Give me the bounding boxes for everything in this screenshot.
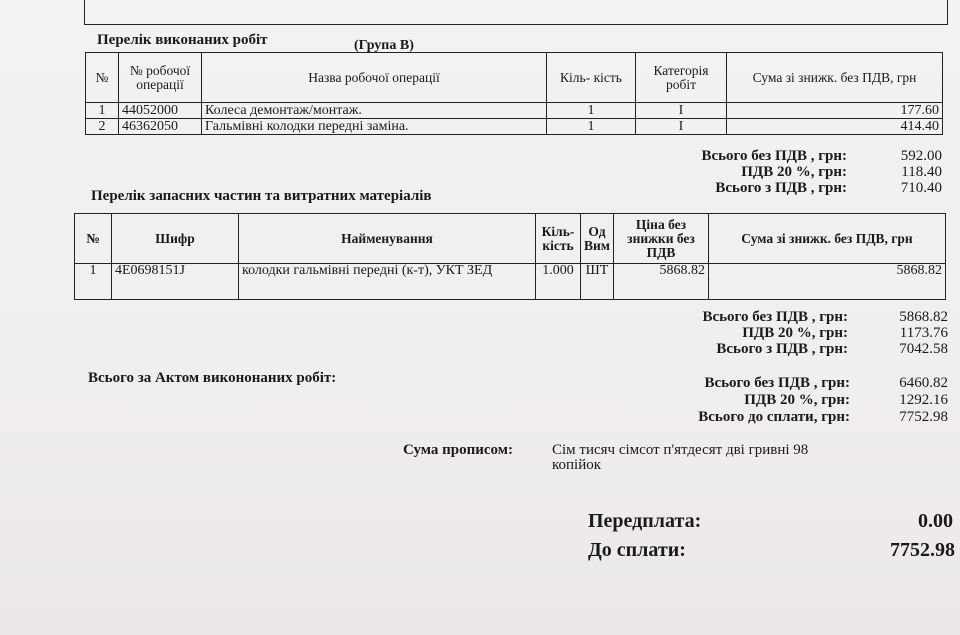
works-table [85,52,943,135]
prepay-label: Передплата: [588,510,702,532]
due-value: 7752.98 [890,539,955,561]
total-label: Всього без ПДВ , грн: [702,309,848,325]
works-totals [560,148,942,196]
parts-totals [560,309,948,357]
table-row [86,103,943,119]
total-vat-value: 710.40 [900,180,942,196]
row-price: 5868.82 [614,264,709,300]
total-label: Всього без ПДВ , грн: [704,375,850,391]
row-code: 46362050 [119,119,202,135]
vat-value: 1173.76 [899,325,948,341]
row-code: 44052000 [119,103,202,119]
total-vat-label: Всього з ПДВ , грн: [716,341,848,357]
row-qty: 1 [547,103,636,119]
col-op-code: № робочої операції [119,53,202,103]
words-label: Сума прописом: [403,442,513,458]
row-sum: 5868.82 [709,264,946,300]
due-label: До сплати: [588,539,686,561]
total-value: 5868.82 [899,309,948,325]
col-qty: Кіль- кість [536,214,581,264]
row-sum: 414.40 [727,119,943,135]
table-row [86,119,943,135]
row-qty: 1.000 [536,264,581,300]
vat-label: ПДВ 20 %, грн: [744,392,850,408]
row-cat: I [636,103,727,119]
col-num: № [75,214,112,264]
row-qty: 1 [547,119,636,135]
parts-title: Перелік запасних частин та витратних матеріалів [91,188,432,204]
parts-header-row [75,214,946,264]
vat-label: ПДВ 20 %, грн: [742,325,848,341]
words-line2: копійок [552,457,602,473]
parts-table [74,213,946,300]
col-qty: Кіль- кість [547,53,636,103]
works-header-row [86,53,943,103]
row-sum: 177.60 [727,103,943,119]
row-name: колодки гальмівні передні (к-т), УКТ ЗЕД [239,264,536,300]
col-num: № [86,53,119,103]
total-vat-label: Всього з ПДВ , грн: [715,180,847,196]
col-category: Категорія робіт [636,53,727,103]
row-num: 1 [75,264,112,300]
table-row [75,264,946,300]
col-unit: Од Вим [581,214,614,264]
col-sum: Сума зі знижк. без ПДВ, грн [727,53,943,103]
total-value: 592.00 [900,148,942,164]
act-totals [560,375,948,426]
col-price: Ціна без знижки без ПДВ [614,214,709,264]
total-value: 6460.82 [899,375,948,391]
row-unit: ШТ [581,264,614,300]
header-box [84,0,948,25]
prepay-value: 0.00 [918,510,953,532]
row-num: 1 [86,103,119,119]
total-due-value: 7752.98 [899,409,948,425]
row-code: 4E0698151J [112,264,239,300]
col-op-name: Назва робочої операції [202,53,547,103]
col-sum: Сума зі знижк. без ПДВ, грн [709,214,946,264]
row-name: Колеса демонтаж/монтаж. [202,103,547,119]
total-vat-value: 7042.58 [899,341,948,357]
row-num: 2 [86,119,119,135]
works-group: (Група В) [354,38,414,53]
total-due-label: Всього до сплати, грн: [698,409,850,425]
vat-value: 1292.16 [899,392,948,408]
total-label: Всього без ПДВ , грн: [701,148,847,164]
row-name: Гальмівні колодки передні заміна. [202,119,547,135]
vat-value: 118.40 [901,164,942,180]
row-cat: I [636,119,727,135]
words-line1: Сім тисяч сімсот п'ятдесят дві гривні 98 [552,442,809,458]
col-name: Найменування [239,214,536,264]
act-title: Всього за Актом викононаних робіт: [88,370,337,386]
vat-label: ПДВ 20 %, грн: [741,164,847,180]
col-code: Шифр [112,214,239,264]
works-title: Перелік виконаних робіт [97,32,268,48]
